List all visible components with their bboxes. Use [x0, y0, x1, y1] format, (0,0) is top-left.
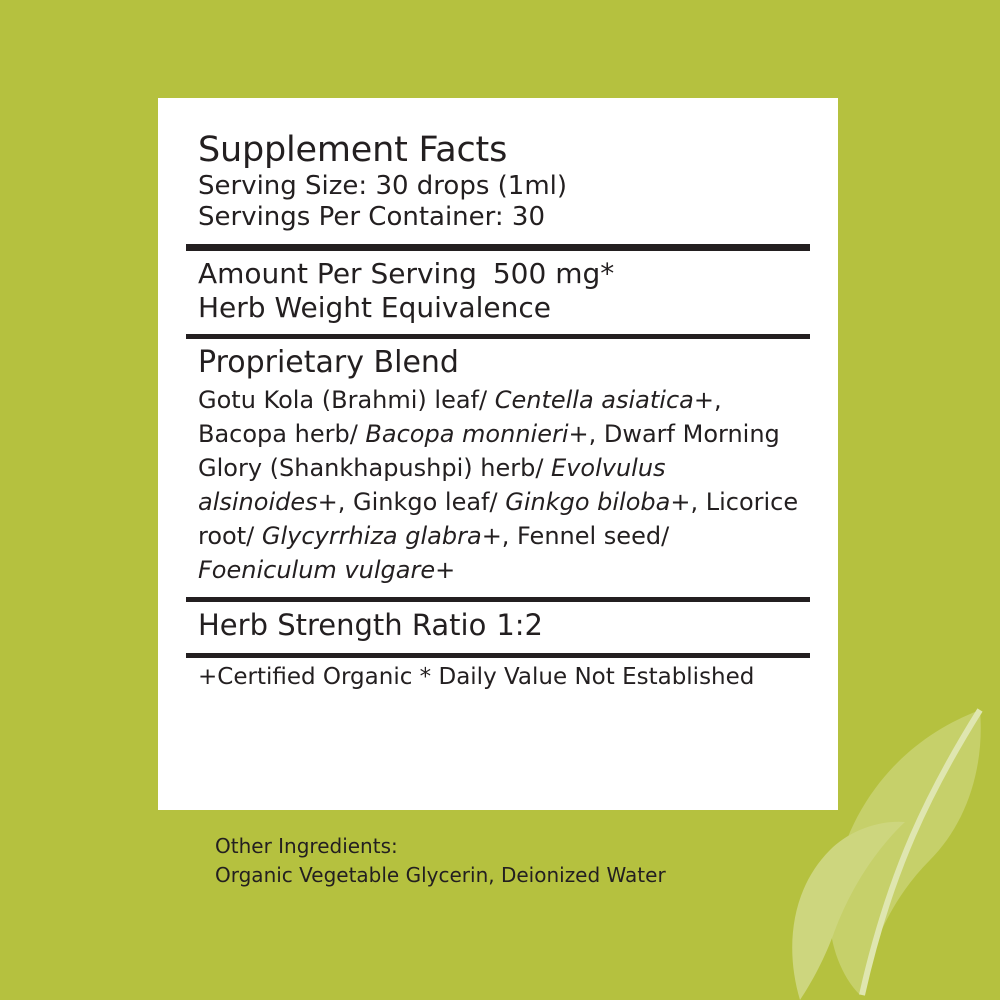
- other-ingredients: [215, 832, 666, 890]
- servings-per-container: Servings Per Container: 30: [198, 202, 546, 233]
- herb-weight-equivalence: Herb Weight Equivalence: [198, 290, 552, 324]
- supplement-facts-title: Supplement Facts: [198, 130, 508, 170]
- ingredient-latin-6: Foeniculum vulgare: [198, 556, 436, 585]
- proprietary-blend-title: Proprietary Blend: [198, 345, 459, 381]
- ingredient-latin-4: Ginkgo biloba: [505, 488, 671, 516]
- serving-size: Serving Size: 30 drops (1ml): [198, 170, 568, 201]
- herb-strength-ratio-value: 1:2: [496, 608, 543, 643]
- ingredient-latin-1: Centella asiatica: [494, 385, 694, 414]
- divider-ratio-bottom: [186, 653, 810, 658]
- other-ingredients-heading: Other Ingredients:: [215, 834, 398, 858]
- divider-ratio-top: [186, 597, 810, 602]
- amount-per-serving-label: Amount Per Serving: [198, 257, 477, 291]
- ingredient-text-3: +, Dwarf Morning Glory (Shankhapushpi) herb/: [198, 419, 780, 482]
- ingredient-text-5: +, Licorice root/: [198, 488, 799, 551]
- amount-per-serving-row: [198, 257, 810, 291]
- ingredient-text-4: +, Ginkgo leaf/: [317, 488, 506, 516]
- ingredient-latin-2: Bacopa monnieri: [365, 419, 569, 448]
- herb-strength-ratio-row: [198, 608, 810, 643]
- herb-strength-ratio-label: Herb Strength Ratio: [198, 608, 487, 643]
- supplement-facts-panel: [158, 98, 838, 810]
- ingredient-text-7: +: [435, 556, 456, 585]
- other-ingredients-value: Organic Vegetable Glycerin, Deionized Water: [215, 863, 666, 887]
- amount-per-serving-value: 500 mg*: [492, 257, 615, 291]
- divider-top: [186, 244, 810, 251]
- ingredient-text-1: Gotu Kola (Brahmi) leaf/: [198, 385, 495, 414]
- divider-blend: [186, 334, 810, 339]
- ingredient-text-6: +, Fennel seed/: [481, 522, 670, 551]
- ingredient-latin-3: Evolvulus alsinoides: [198, 453, 666, 516]
- ingredient-latin-5: Glycyrrhiza glabra: [261, 522, 482, 551]
- footnote: +Certified Organic * Daily Value Not Established: [198, 664, 755, 691]
- ingredient-text-2: +, Bacopa herb/: [198, 385, 722, 448]
- proprietary-blend-ingredients: [198, 383, 806, 587]
